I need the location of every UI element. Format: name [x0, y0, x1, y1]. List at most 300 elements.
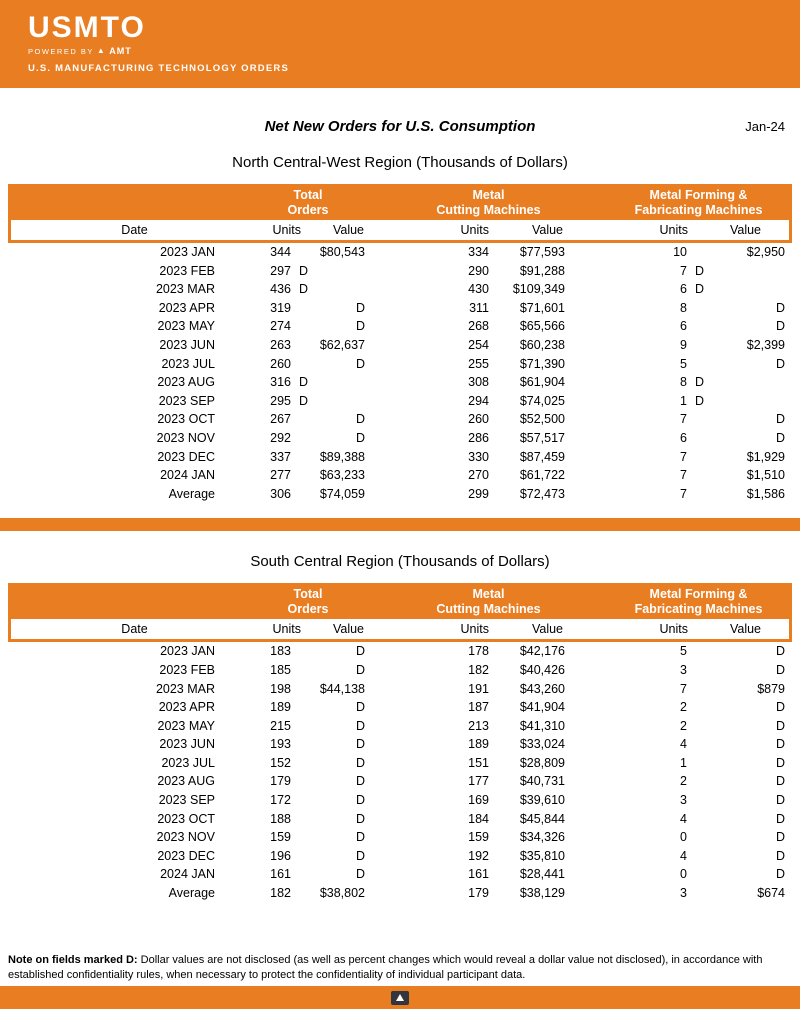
value-cell: $91,288 — [519, 263, 565, 278]
units-cell: 182 — [270, 886, 291, 901]
col-header-date: Date — [121, 223, 148, 237]
date-cell: 2023 MAY — [157, 718, 215, 733]
table-row — [8, 355, 792, 374]
units-cell: 2 — [680, 700, 687, 715]
value-cell: $38,802 — [319, 886, 365, 901]
date-cell: 2023 MAY — [157, 319, 215, 334]
average-row — [8, 884, 792, 903]
value-cell: D — [355, 300, 365, 315]
value-cell: $57,517 — [519, 430, 565, 445]
flag-cell — [295, 642, 313, 661]
table-header — [8, 583, 792, 642]
units-cell: 2 — [680, 718, 687, 733]
table-row — [8, 373, 792, 392]
flag-cell — [691, 429, 711, 448]
value-cell: $60,238 — [519, 337, 565, 352]
value-cell: $674 — [757, 886, 785, 901]
flag-cell — [691, 791, 711, 810]
units-cell: 299 — [468, 486, 489, 501]
usmto-logo: USMTO — [28, 11, 146, 44]
section-title-south-central: South Central Region (Thousands of Dollars) — [250, 553, 550, 571]
units-cell: 330 — [468, 449, 489, 464]
value-cell: D — [775, 774, 785, 789]
date-cell: 2023 NOV — [156, 830, 215, 845]
flag-cell — [691, 772, 711, 791]
units-cell: 3 — [680, 662, 687, 677]
units-cell: 183 — [270, 644, 291, 659]
value-cell: $1,929 — [746, 449, 785, 464]
value-cell: $43,260 — [519, 681, 565, 696]
units-cell: 177 — [468, 774, 489, 789]
group-header-metal-forming — [569, 188, 792, 217]
flag-cell: D — [695, 375, 705, 390]
date-cell: 2023 JUN — [159, 337, 215, 352]
units-cell: 2 — [680, 774, 687, 789]
value-cell: D — [775, 848, 785, 863]
value-cell: D — [355, 755, 365, 770]
group-label-line: Metal — [472, 587, 505, 602]
value-cell: D — [355, 867, 365, 882]
units-cell: 152 — [270, 755, 291, 770]
table-row — [8, 466, 792, 485]
col-header-date: Date — [121, 622, 148, 637]
value-cell: $65,566 — [519, 319, 565, 334]
value-cell — [313, 262, 378, 281]
units-cell: 295 — [270, 393, 291, 408]
units-cell: 187 — [468, 700, 489, 715]
value-cell: D — [355, 319, 365, 334]
date-cell: 2023 DEC — [157, 449, 215, 464]
average-row — [8, 485, 792, 504]
units-cell: 7 — [680, 486, 687, 501]
value-cell: $33,024 — [519, 737, 565, 752]
flag-cell — [691, 754, 711, 773]
value-cell — [711, 373, 792, 392]
table-header — [8, 184, 792, 243]
units-cell: 3 — [680, 886, 687, 901]
group-header-spacer — [8, 587, 218, 616]
units-cell: 7 — [680, 468, 687, 483]
powered-by-line — [28, 46, 800, 56]
group-label-line: Metal Forming & — [649, 587, 748, 602]
date-cell: 2023 OCT — [157, 811, 215, 826]
value-cell: D — [355, 774, 365, 789]
value-cell: $41,904 — [519, 700, 565, 715]
flag-cell — [691, 828, 711, 847]
value-cell: $28,441 — [519, 867, 565, 882]
col-header-units: Units — [659, 622, 688, 637]
value-cell: $61,722 — [519, 468, 565, 483]
units-cell: 159 — [270, 830, 291, 845]
column-header-row — [11, 220, 789, 240]
units-cell: 5 — [680, 644, 687, 659]
flag-cell — [295, 466, 313, 485]
value-cell: $74,025 — [519, 393, 565, 408]
flag-cell — [691, 410, 711, 429]
units-cell: 436 — [270, 282, 291, 297]
value-cell: D — [355, 430, 365, 445]
table-row — [8, 791, 792, 810]
value-cell: D — [775, 700, 785, 715]
units-cell: 4 — [680, 737, 687, 752]
value-cell: D — [775, 755, 785, 770]
units-cell: 267 — [270, 412, 291, 427]
units-cell: 430 — [468, 282, 489, 297]
value-cell: $2,950 — [746, 245, 785, 259]
date-cell: 2023 FEB — [159, 263, 215, 278]
table-row — [8, 698, 792, 717]
table-row — [8, 772, 792, 791]
value-cell: D — [355, 700, 365, 715]
group-header-row — [8, 184, 792, 220]
flag-cell — [691, 717, 711, 736]
value-cell — [313, 280, 378, 299]
flag-cell: D — [299, 263, 309, 278]
value-cell: D — [355, 811, 365, 826]
value-cell: $879 — [757, 681, 785, 696]
value-cell: D — [355, 793, 365, 808]
value-cell: $80,543 — [319, 245, 365, 259]
group-header-row — [8, 583, 792, 619]
table-row — [8, 448, 792, 467]
date-cell: 2023 SEP — [158, 793, 215, 808]
value-cell: $39,610 — [519, 793, 565, 808]
col-header-value: Value — [729, 622, 761, 637]
flag-cell — [295, 810, 313, 829]
units-cell: 277 — [270, 468, 291, 483]
units-cell: 270 — [468, 468, 489, 483]
value-cell: $72,473 — [519, 486, 565, 501]
value-cell: $2,399 — [746, 337, 785, 352]
col-header-value: Value — [332, 622, 364, 637]
units-cell: 213 — [468, 718, 489, 733]
value-cell: $109,349 — [512, 282, 565, 297]
group-label-line: Metal Forming & — [649, 188, 748, 202]
units-cell: 159 — [468, 830, 489, 845]
value-cell: D — [355, 644, 365, 659]
section-divider-bar — [0, 518, 800, 531]
group-label-line: Fabricating Machines — [634, 601, 763, 616]
table-row — [8, 680, 792, 699]
units-cell: 161 — [468, 867, 489, 882]
flag-cell — [295, 336, 313, 355]
group-label-line: Cutting Machines — [436, 202, 541, 217]
flag-cell — [691, 661, 711, 680]
value-cell: $38,129 — [519, 886, 565, 901]
flag-cell — [295, 717, 313, 736]
units-cell: 10 — [673, 245, 687, 259]
date-cell: 2024 JAN — [160, 468, 215, 483]
flag-cell: D — [299, 375, 309, 390]
units-cell: 263 — [270, 337, 291, 352]
col-header-value: Value — [332, 223, 364, 237]
date-cell: 2023 MAR — [155, 282, 215, 297]
brand-tagline: U.S. MANUFACTURING TECHNOLOGY ORDERS — [28, 63, 290, 74]
flag-cell: D — [695, 263, 705, 278]
date-cell: 2023 SEP — [158, 393, 215, 408]
col-header-units: Units — [659, 223, 688, 237]
date-cell: 2023 OCT — [157, 412, 215, 427]
value-cell: D — [355, 718, 365, 733]
units-cell: 6 — [680, 282, 687, 297]
units-cell: 7 — [680, 681, 687, 696]
value-cell: D — [775, 300, 785, 315]
units-cell: 292 — [270, 430, 291, 445]
table-row — [8, 717, 792, 736]
flag-cell — [295, 680, 313, 699]
confidentiality-note — [8, 953, 790, 984]
table-row — [8, 865, 792, 884]
flag-cell — [295, 865, 313, 884]
value-cell: D — [355, 737, 365, 752]
table-row — [8, 828, 792, 847]
units-cell: 255 — [468, 356, 489, 371]
value-cell: D — [355, 848, 365, 863]
table-row — [8, 735, 792, 754]
units-cell: 274 — [270, 319, 291, 334]
value-cell: $1,510 — [746, 468, 785, 483]
units-cell: 334 — [468, 245, 489, 259]
units-cell: 306 — [270, 486, 291, 501]
value-cell — [711, 262, 792, 281]
flag-cell — [295, 299, 313, 318]
col-header-value: Value — [531, 223, 563, 237]
date-cell: 2023 JAN — [160, 644, 215, 659]
table-row — [8, 317, 792, 336]
value-cell: D — [355, 662, 365, 677]
group-label-line: Orders — [287, 601, 329, 616]
value-cell: D — [355, 356, 365, 371]
flag-cell — [295, 243, 313, 262]
title-row — [0, 116, 800, 138]
units-cell: 7 — [680, 263, 687, 278]
col-header-value: Value — [531, 622, 563, 637]
units-cell: 7 — [680, 449, 687, 464]
units-cell: 344 — [270, 245, 291, 259]
amt-logo-icon — [391, 991, 409, 1005]
date-cell: 2023 JUN — [159, 737, 215, 752]
value-cell: D — [775, 319, 785, 334]
value-cell: $89,388 — [319, 449, 365, 464]
value-cell: $62,637 — [319, 337, 365, 352]
date-cell: 2023 MAR — [155, 681, 215, 696]
units-cell: 188 — [270, 811, 291, 826]
group-label-line: Cutting Machines — [436, 601, 541, 616]
flag-cell — [295, 772, 313, 791]
flag-cell — [691, 698, 711, 717]
value-cell: $34,326 — [519, 830, 565, 845]
date-cell: Average — [168, 486, 215, 501]
value-cell: D — [775, 811, 785, 826]
value-cell: D — [355, 412, 365, 427]
flag-cell — [691, 243, 711, 262]
value-cell: D — [775, 662, 785, 677]
flag-cell — [691, 317, 711, 336]
group-header-spacer — [8, 188, 218, 217]
flag-cell — [691, 448, 711, 467]
flag-cell: D — [695, 282, 705, 297]
table-row — [8, 262, 792, 281]
units-cell: 189 — [270, 700, 291, 715]
date-cell: 2023 APR — [158, 700, 215, 715]
flag-cell — [295, 485, 313, 504]
units-cell: 5 — [680, 356, 687, 371]
value-cell: D — [775, 356, 785, 371]
value-cell — [711, 280, 792, 299]
units-cell: 189 — [468, 737, 489, 752]
date-cell: 2023 AUG — [157, 774, 215, 789]
units-cell: 290 — [468, 263, 489, 278]
brand-banner — [0, 0, 800, 88]
group-label-line: Metal — [472, 188, 505, 202]
table-body — [8, 642, 792, 902]
units-cell: 169 — [468, 793, 489, 808]
units-cell: 1 — [680, 393, 687, 408]
flag-cell — [295, 448, 313, 467]
value-cell: $1,586 — [746, 486, 785, 501]
value-cell: D — [775, 867, 785, 882]
region-table-south-central — [8, 583, 792, 902]
col-header-units: Units — [272, 223, 301, 237]
flag-cell — [295, 828, 313, 847]
units-cell: 260 — [468, 412, 489, 427]
value-cell: $28,809 — [519, 755, 565, 770]
date-cell: 2023 JAN — [160, 245, 215, 259]
date-cell: 2023 NOV — [156, 430, 215, 445]
units-cell: 0 — [680, 830, 687, 845]
amt-triangle-icon: ▲ — [96, 46, 107, 55]
table-row — [8, 299, 792, 318]
value-cell: $42,176 — [519, 644, 565, 659]
units-cell: 172 — [270, 793, 291, 808]
value-cell: D — [775, 412, 785, 427]
value-cell: $52,500 — [519, 412, 565, 427]
units-cell: 179 — [270, 774, 291, 789]
units-cell: 196 — [270, 848, 291, 863]
units-cell: 337 — [270, 449, 291, 464]
report-date: Jan-24 — [745, 119, 785, 134]
units-cell: 182 — [468, 662, 489, 677]
table-row — [8, 847, 792, 866]
flag-cell — [691, 810, 711, 829]
units-cell: 215 — [270, 718, 291, 733]
group-header-metal-cutting — [378, 188, 569, 217]
units-cell: 1 — [680, 755, 687, 770]
footer-bar — [0, 986, 800, 1009]
group-header-metal-cutting — [378, 587, 569, 616]
table-body — [8, 243, 792, 503]
flag-cell — [295, 355, 313, 374]
units-cell: 185 — [270, 662, 291, 677]
value-cell: D — [775, 793, 785, 808]
flag-cell — [295, 661, 313, 680]
group-label-line: Total — [293, 188, 323, 202]
units-cell: 192 — [468, 848, 489, 863]
flag-cell — [295, 410, 313, 429]
flag-cell — [295, 847, 313, 866]
units-cell: 191 — [468, 681, 489, 696]
table-row — [8, 280, 792, 299]
group-header-metal-forming — [569, 587, 792, 616]
flag-cell — [691, 485, 711, 504]
table-row — [8, 661, 792, 680]
flag-cell — [691, 642, 711, 661]
units-cell: 319 — [270, 300, 291, 315]
value-cell: $87,459 — [519, 449, 565, 464]
table-row — [8, 810, 792, 829]
units-cell: 151 — [468, 755, 489, 770]
flag-cell — [691, 865, 711, 884]
value-cell: $41,310 — [519, 718, 565, 733]
flag-cell: D — [299, 393, 309, 408]
value-cell: $61,904 — [519, 375, 565, 390]
section-title-north-central-west: North Central-West Region (Thousands of Dollars) — [232, 154, 568, 171]
report-title: Net New Orders for U.S. Consumption — [264, 118, 536, 135]
group-header-total-orders — [218, 587, 378, 616]
value-cell: D — [355, 830, 365, 845]
units-cell: 311 — [469, 300, 489, 315]
date-cell: 2024 JAN — [160, 867, 215, 882]
group-label-line: Total — [293, 587, 323, 602]
units-cell: 308 — [468, 375, 489, 390]
value-cell: $44,138 — [319, 681, 365, 696]
units-cell: 6 — [680, 319, 687, 334]
value-cell: $77,593 — [519, 245, 565, 259]
date-cell: 2023 JUL — [161, 755, 215, 770]
flag-cell — [295, 317, 313, 336]
table-row — [8, 642, 792, 661]
flag-cell — [295, 429, 313, 448]
note-text: Dollar values are not disclosed (as well as percent changes which would reveal a dollar value not disclosed), in accordance with established confidentiality rules, when necessary to protect the confidentiality of individual participant data. — [8, 953, 763, 982]
flag-cell — [691, 884, 711, 903]
table-row — [8, 754, 792, 773]
units-cell: 161 — [270, 867, 291, 882]
value-cell: D — [775, 737, 785, 752]
units-cell: 260 — [270, 356, 291, 371]
flag-cell — [295, 884, 313, 903]
col-header-units: Units — [272, 622, 301, 637]
units-cell: 316 — [270, 375, 291, 390]
value-cell — [313, 373, 378, 392]
value-cell: $63,233 — [319, 468, 365, 483]
value-cell: $71,390 — [519, 356, 565, 371]
value-cell: $71,601 — [519, 300, 565, 315]
value-cell: $45,844 — [519, 811, 565, 826]
flag-cell — [691, 735, 711, 754]
units-cell: 8 — [680, 375, 687, 390]
date-cell: 2023 DEC — [157, 848, 215, 863]
table-row — [8, 336, 792, 355]
date-cell: 2023 JUL — [161, 356, 215, 371]
group-label-line: Orders — [287, 202, 329, 217]
flag-cell — [691, 466, 711, 485]
region-table-north-central-west — [8, 184, 792, 503]
flag-cell — [691, 355, 711, 374]
col-header-value: Value — [729, 223, 761, 237]
value-cell: $35,810 — [519, 848, 565, 863]
powered-by-label: POWERED BY — [28, 46, 94, 56]
units-cell: 297 — [270, 263, 291, 278]
units-cell: 0 — [680, 867, 687, 882]
flag-cell — [295, 791, 313, 810]
column-header-row — [11, 619, 789, 639]
group-header-total-orders — [218, 188, 378, 217]
flag-cell — [691, 680, 711, 699]
units-cell: 6 — [680, 430, 687, 445]
flag-cell: D — [695, 393, 705, 408]
value-cell: $40,426 — [519, 662, 565, 677]
units-cell: 3 — [680, 793, 687, 808]
